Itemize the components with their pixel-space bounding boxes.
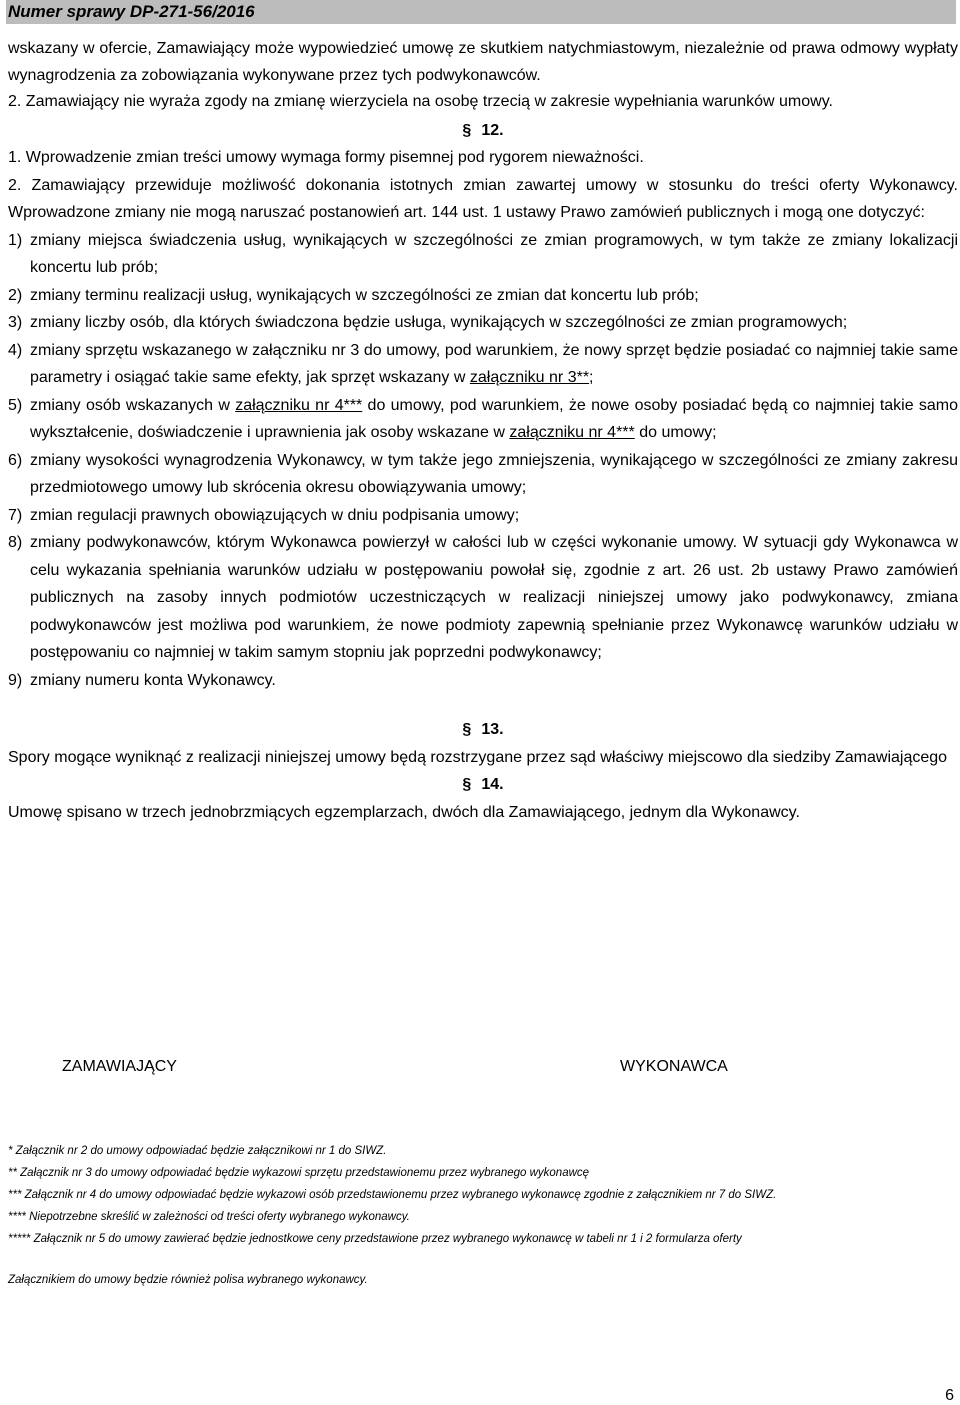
list-item-text: zmiany miejsca świadczenia usług, wynikających w szczególności ze zmian programowych, w tym także ze zmiany lokalizacji koncertu lub prób; xyxy=(30,231,958,276)
list-item: 8) zmiany podwykonawców, którym Wykonawca powierzył w całości lub w części wykonanie umowy. W sytuacji gdy Wykonawca w celu wykazania spełniania warunków udziału w postępowaniu powołał się, zgodnie z art. 26 ust. 2b ustawy Prawo zamówień publicznych na zasoby innych podmiotów uczestniczących w realizacji niniejszej umowy jako podwykonawcy, zmiana podwykonawców jest możliwa pod warunkiem, że nowe podmioty zapewnią spełnianie przez Wykonawcę warunków udziału w postępowaniu co najmniej w takim samym stopniu jak poprzedni podwykonawcy; xyxy=(8,529,958,667)
list-item-text: zmiany liczby osób, dla których świadczona będzie usługa, wynikających w szczególności ze zmian programowych; xyxy=(30,314,848,331)
list-item-text: zmiany wysokości wynagrodzenia Wykonawcy, w tym także jego zmniejszenia, wynikającego w szczególności ze zmiany zakresu przedmiotowego umowy lub skrócenia okresu obowiązywania umowy; xyxy=(30,451,958,496)
section-symbol: § xyxy=(462,121,472,139)
document-body xyxy=(8,36,958,826)
annex-4-reference: załączniku nr 4*** xyxy=(235,396,363,414)
section-number: 12. xyxy=(481,121,504,139)
list-item: 9) zmiany numeru konta Wykonawcy. xyxy=(8,667,958,695)
footnote: ***** Załącznik nr 5 do umowy zawierać będzie jednostkowe ceny przedstawione przez wybranego wykonawcę w tabeli nr 1 i 2 formularza oferty xyxy=(8,1233,742,1245)
list-item: 1) zmiany miejsca świadczenia usług, wynikających w szczególności ze zmian programowych, w tym także ze zmiany lokalizacji koncertu lub prób; xyxy=(8,227,958,282)
section-14-heading xyxy=(8,771,958,799)
list-item: 3) zmiany liczby osób, dla których świadczona będzie usługa, wynikających w szczególności ze zmian programowych; xyxy=(8,309,958,337)
section-12-point-2: 2. Zamawiający przewiduje możliwość dokonania istotnych zmian zawartej umowy w stosunku do treści oferty Wykonawcy. Wprowadzone zmiany nie mogą naruszać postanowień art. 144 ust. 1 ustawy Prawo zamówień publicznych i mogą one dotyczyć: xyxy=(8,176,958,221)
list-item: 7) zmian regulacji prawnych obowiązujących w dniu podpisania umowy; xyxy=(8,502,958,530)
list-item-text: zmiany numeru konta Wykonawcy. xyxy=(30,671,276,689)
footnotes xyxy=(8,1140,958,1291)
section-symbol: § xyxy=(462,776,472,793)
list-item-text: zmiany sprzętu wskazanego w załączniku nr 3 do umowy, pod warunkiem, że nowy sprzęt będzie posiadać co najmniej takie same parametry i osiągać takie same efekty, jak sprzęt wskazany w załączniku nr 3**; xyxy=(30,341,958,386)
section-12-point-1: 1. Wprowadzenie zmian treści umowy wymaga formy pisemnej pod rygorem nieważności. xyxy=(8,149,644,166)
annex-4-reference: załączniku nr 4*** xyxy=(509,424,635,441)
document-header xyxy=(6,0,956,24)
list-item: 5) zmiany osób wskazanych w załączniku nr 4*** do umowy, pod warunkiem, że nowe osoby posiadać będą co najmniej takie samo wykształcenie, doświadczenie i uprawnienia jak osoby wskazane w załączniku nr 4*** do umowy; xyxy=(8,392,958,447)
footnote: *** Załącznik nr 4 do umowy odpowiadać będzie wykazowi osób przedstawionemu przez wybranego wykonawcę zgodnie z załącznikiem nr 7 do SIWZ. xyxy=(8,1189,777,1201)
paragraph-creditor: 2. Zamawiający nie wyraża zgody na zmianę wierzyciela na osobę trzecią w zakresie wypełniania warunków umowy. xyxy=(8,93,833,110)
list-item-text: zmiany terminu realizacji usług, wynikających w szczególności ze zmian dat koncertu lub prób; xyxy=(30,286,699,304)
list-item: 2) zmiany terminu realizacji usług, wynikających w szczególności ze zmian dat koncertu lub prób; xyxy=(8,282,958,310)
signature-contracting-authority: ZAMAWIAJĄCY xyxy=(62,1058,177,1075)
list-item-text: zmian regulacji prawnych obowiązujących w dniu podpisania umowy; xyxy=(30,506,520,524)
list-item-text: zmiany osób wskazanych w załączniku nr 4*** do umowy, pod warunkiem, że nowe osoby posiadać będą co najmniej takie samo wykształcenie, doświadczenie i uprawnienia jak osoby wskazane w załączniku nr 4*** do umowy; xyxy=(30,396,959,441)
section-13-text: Spory mogące wyniknąć z realizacji niniejszej umowy będą rozstrzygane przez sąd właściwy miejscowo dla siedziby Zamawiającego xyxy=(8,748,948,766)
section-12-heading xyxy=(8,118,958,145)
section-14-text: Umowę spisano w trzech jednobrzmiących egzemplarzach, dwóch dla Zamawiającego, jednym dla Wykonawcy. xyxy=(8,803,800,821)
footnote: * Załącznik nr 2 do umowy odpowiadać będzie załącznikowi nr 1 do SIWZ. xyxy=(8,1145,387,1157)
footnote: **** Niepotrzebne skreślić w zależności od treści oferty wybranego wykonawcy. xyxy=(8,1211,410,1223)
annex-3-reference: załączniku nr 3** xyxy=(469,369,590,386)
closing-note: Załącznikiem do umowy będzie również polisa wybranego wykonawcy. xyxy=(8,1274,368,1286)
footnote: ** Załącznik nr 3 do umowy odpowiadać będzie wykazowi sprzętu przedstawionemu przez wybranego wykonawcę xyxy=(8,1167,590,1179)
section-13-heading xyxy=(8,716,958,744)
list-item: 6) zmiany wysokości wynagrodzenia Wykonawcy, w tym także jego zmniejszenia, wynikającego w szczególności ze zmiany zakresu przedmiotowego umowy lub skrócenia okresu obowiązywania umowy; xyxy=(8,447,958,502)
section-number: 13. xyxy=(481,721,504,738)
section-symbol: § xyxy=(462,721,472,738)
page-number: 6 xyxy=(945,1387,954,1404)
signature-contractor: WYKONAWCA xyxy=(620,1058,728,1075)
amendment-list xyxy=(8,227,958,695)
section-number: 14. xyxy=(481,776,504,793)
case-number: Numer sprawy DP-271-56/2016 xyxy=(8,2,255,21)
paragraph-termination: wskazany w ofercie, Zamawiający może wypowiedzieć umowę ze skutkiem natychmiastowym, niezależnie od prawa odmowy wypłaty wynagrodzenia za zobowiązania wykonywane przez tych podwykonawców. xyxy=(8,40,958,84)
list-item-text: zmiany podwykonawców, którym Wykonawca powierzył w całości lub w części wykonanie umowy. W sytuacji gdy Wykonawca w celu wykazania spełniania warunków udziału w postępowaniu powołał się, zgodnie z art. 26 ust. 2b ustawy Prawo zamówień publicznych na zasoby innych podmiotów uczestniczących w realizacji niniejszej umowy jako podwykonawcy, zmiana podwykonawców jest możliwa pod warunkiem, że nowe podmioty zapewnią spełnianie przez Wykonawcę warunków udziału w postępowaniu co najmniej w takim samym stopniu jak poprzedni podwykonawcy; xyxy=(30,534,958,661)
list-item: 4) zmiany sprzętu wskazanego w załączniku nr 3 do umowy, pod warunkiem, że nowy sprzęt będzie posiadać co najmniej takie same parametry i osiągać takie same efekty, jak sprzęt wskazany w załączniku nr 3**; xyxy=(8,337,958,392)
